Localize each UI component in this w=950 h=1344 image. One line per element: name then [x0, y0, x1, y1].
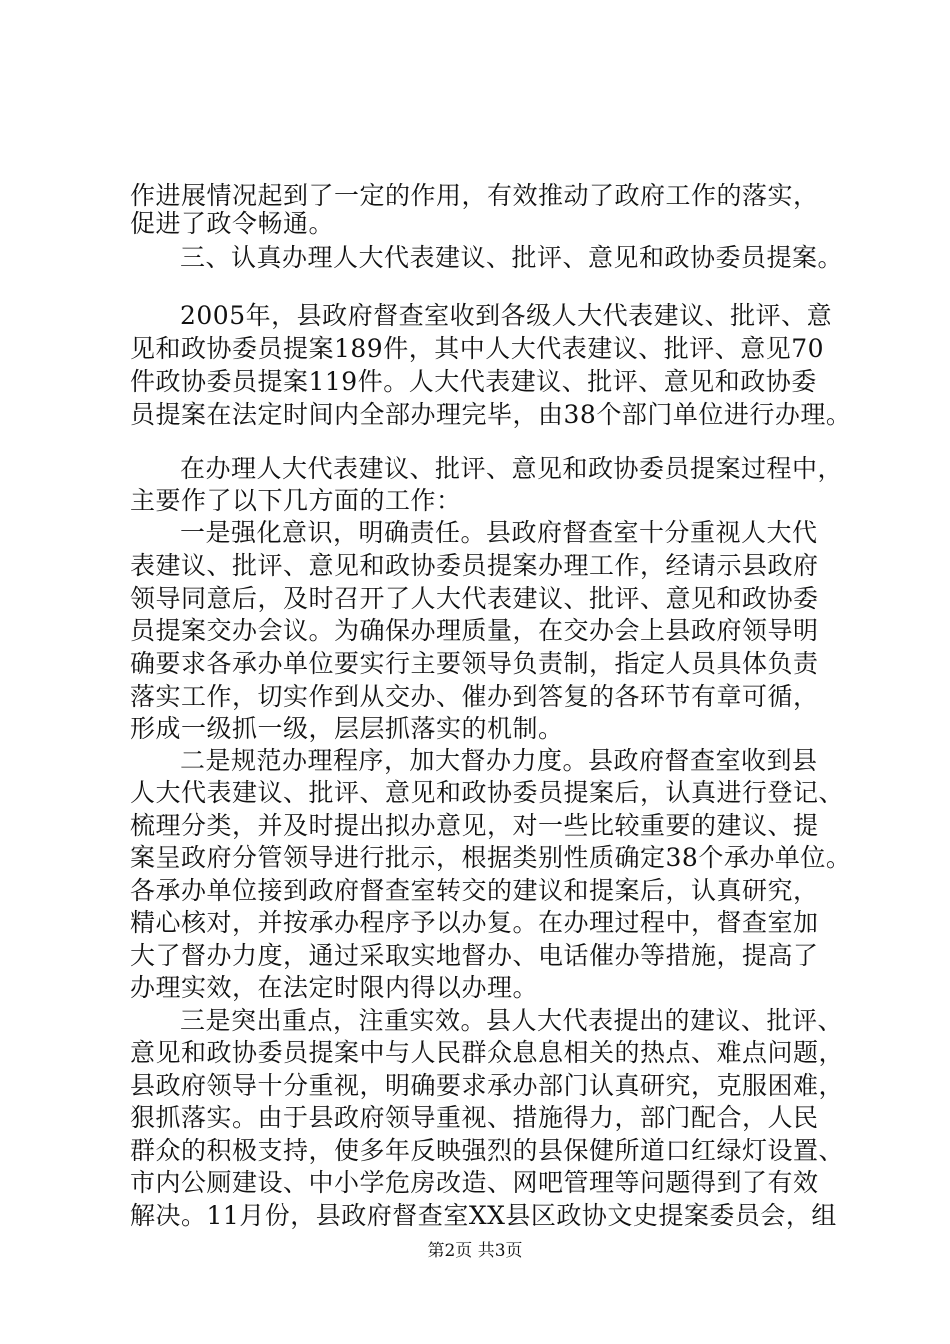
text-line: 梳理分类，并及时提出拟办意见，对一些比较重要的建议、提	[130, 811, 819, 840]
text-line: 主要作了以下几方面的工作：	[130, 486, 462, 515]
page-number-footer: 第2页 共3页	[427, 1241, 523, 1261]
text-line: 三是突出重点，注重实效。县人大代表提出的建议、批评、	[180, 1006, 844, 1035]
text-line: 表建议、批评、意见和政协委员提案办理工作，经请示县政府	[130, 551, 819, 580]
text-line: 意见和政协委员提案中与人民群众息息相关的热点、难点问题，	[130, 1038, 845, 1067]
section-heading: 三、认真办理人大代表建议、批评、意见和政协委员提案。	[180, 243, 844, 272]
text-line: 件政协委员提案119件。人大代表建议、批评、意见和政协委	[130, 367, 817, 396]
text-line: 大了督办力度，通过采取实地督办、电话催办等措施，提高了	[130, 941, 819, 970]
text-line: 市内公厕建设、中小学危房改造、网吧管理等问题得到了有效	[130, 1168, 819, 1197]
text-line: 作进展情况起到了一定的作用，有效推动了政府工作的落实，	[130, 181, 819, 210]
text-line: 员提案在法定时间内全部办理完毕，由38个部门单位进行办理。	[130, 400, 852, 429]
text-line: 群众的积极支持，使多年反映强烈的县保健所道口红绿灯设置、	[130, 1136, 845, 1165]
text-line: 员提案交办会议。为确保办理质量，在交办会上县政府领导明	[130, 616, 819, 645]
text-line: 人大代表建议、批评、意见和政协委员提案后，认真进行登记、	[130, 778, 845, 807]
text-line: 精心核对，并按承办程序予以办复。在办理过程中，督查室加	[130, 908, 819, 937]
text-line: 落实工作，切实作到从交办、催办到答复的各环节有章可循，	[130, 682, 819, 711]
text-line: 县政府领导十分重视，明确要求承办部门认真研究，克服困难，	[130, 1071, 845, 1100]
text-line: 确要求各承办单位要实行主要领导负责制，指定人员具体负责	[130, 649, 819, 678]
text-line: 解决。11月份，县政府督查室XX县区政协文史提案委员会，组	[130, 1201, 837, 1230]
text-line: 狠抓落实。由于县政府领导重视、措施得力，部门配合，人民	[130, 1103, 819, 1132]
text-line: 促进了政令畅通。	[130, 209, 335, 238]
text-line: 二是规范办理程序，加大督办力度。县政府督查室收到县	[180, 746, 818, 775]
text-line: 在办理人大代表建议、批评、意见和政协委员提案过程中，	[180, 454, 844, 483]
text-line: 办理实效，在法定时限内得以办理。	[130, 973, 539, 1002]
text-line: 见和政协委员提案189件，其中人大代表建议、批评、意见70	[130, 334, 825, 363]
text-line: 各承办单位接到政府督查室转交的建议和提案后，认真研究，	[130, 876, 819, 905]
text-line: 形成一级抓一级，层层抓落实的机制。	[130, 714, 564, 743]
text-line: 案呈政府分管领导进行批示，根据类别性质确定38个承办单位。	[130, 843, 852, 872]
text-line: 2005年，县政府督查室收到各级人大代表建议、批评、意	[180, 301, 833, 330]
text-line: 领导同意后，及时召开了人大代表建议、批评、意见和政协委	[130, 584, 819, 613]
text-line: 一是强化意识，明确责任。县政府督查室十分重视人大代	[180, 518, 818, 547]
